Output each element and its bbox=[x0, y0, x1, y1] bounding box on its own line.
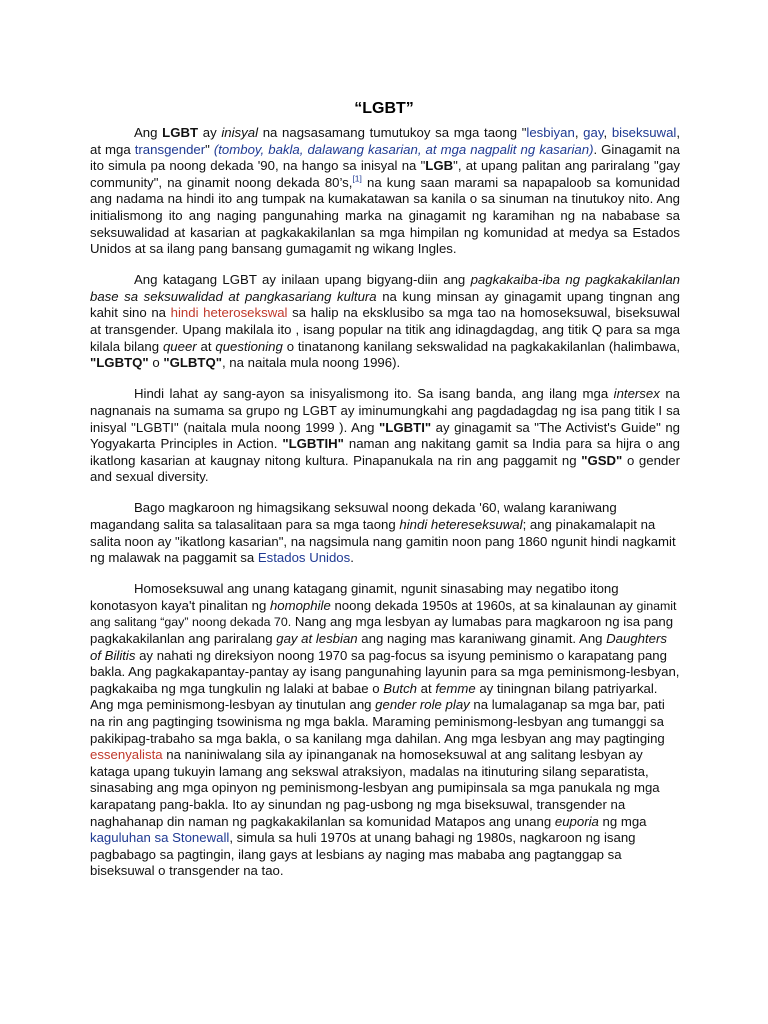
term-lgbti: "LGBTI" bbox=[379, 419, 432, 435]
text: at bbox=[196, 338, 216, 354]
text: o bbox=[148, 355, 164, 371]
text: noong dekada 1950s at 1960s, at sa kinalaunan ay bbox=[330, 597, 637, 613]
italic-translation: (tomboy, bakla, dalawang kasarian, at mga nagpalit ng kasarian) bbox=[213, 141, 594, 157]
text: ng mga bbox=[598, 813, 647, 829]
paragraph-3 bbox=[90, 386, 680, 486]
text: na nagsasamang tumutukoy sa mga taong " bbox=[258, 125, 527, 140]
term-lgb: LGB bbox=[425, 158, 454, 174]
text: na naniniwalang sila ay ipinanganak na homoseksuwal at ang salitang lesbyan ay kataga upang tukuyin lamang ang sekswal atraksiyon, madalas na itinuturing silang separatista, sinasabing ang mga opinyon ng peminismong-lesbyan ang pumipinsala sa mga panukala ng mga karapatang pang-bakla. Ito ay sinundan ng pag-usbong ng mga biseksuwal, transgender na naghahanap din naman ng pagkakakilanlan sa komunidad Matapos ang unang bbox=[90, 747, 660, 829]
paragraph-2 bbox=[90, 272, 680, 372]
term-daughters-of-bilitis: Daughters of Bilitis bbox=[90, 631, 668, 663]
text: naman ang nakitang gamit sa India para sa hijra o ang ikatlong kasarian at kaugnay nitong kultura. Pinapanukala na rin ang paggamit ng bbox=[90, 436, 680, 468]
page-title: “LGBT” bbox=[354, 100, 414, 117]
term-gender-role-play: gender role play bbox=[375, 697, 470, 713]
text: " bbox=[205, 141, 214, 157]
link-essenyalista[interactable]: essenyalista bbox=[90, 747, 163, 763]
text: ay ginagamit sa "The Activist's Guide" ng Yogyakarta Principles in Action. bbox=[90, 419, 680, 452]
link-lesbiyan[interactable]: lesbiyan bbox=[526, 125, 575, 140]
term-femme: femme bbox=[435, 680, 476, 696]
text: Ang bbox=[134, 125, 163, 140]
link-estados-unidos[interactable]: Estados Unidos bbox=[257, 550, 351, 566]
text: o gender and sexual diversity. bbox=[90, 452, 680, 485]
term-homophile: homophile bbox=[269, 597, 331, 613]
text: o tinatanong kanilang sekswalidad na pagkakakilanlan (halimbawa, bbox=[282, 338, 681, 354]
text: , bbox=[603, 125, 612, 140]
text: na lumalaganap sa mga bar, pati na rin ang pagtinging tsowinisma ng mga bakla. Maraming peminismong-lesbyan ang tumanggi sa pakikipag-trabaho sa mga bakla, o sa kanilang mga dahilan. Ang mga lesbyan ang may pagtinging bbox=[90, 697, 665, 746]
paragraph-4 bbox=[90, 500, 680, 566]
link-hindi-heteroseksual[interactable]: hindi heterosekswal bbox=[170, 305, 288, 321]
paragraph-5 bbox=[90, 581, 680, 880]
term-butch: Butch bbox=[383, 680, 418, 696]
term-lgbtih: "LGBTIH" bbox=[282, 436, 344, 452]
italic-phrase: hindi hetereseksuwal bbox=[399, 516, 523, 532]
term-gay-at-lesbian: gay at lesbian bbox=[276, 631, 358, 647]
text: ay bbox=[198, 125, 222, 140]
term-lgbt: LGBT bbox=[162, 125, 199, 140]
text: , na naitala mula noong 1996). bbox=[221, 355, 401, 371]
term-euporia: euporia bbox=[554, 813, 599, 829]
link-stonewall[interactable]: kaguluhan sa Stonewall bbox=[90, 830, 230, 846]
term-intersex: intersex bbox=[613, 386, 660, 402]
term-lgbtq: "LGBTQ" bbox=[90, 355, 149, 371]
term-questioning: questioning bbox=[215, 338, 283, 354]
text: ang naging mas karaniwang ginamit. Ang bbox=[357, 631, 607, 647]
text: ; ang pinakamalapit na salita noon ay "ikatlong kasarian", na nagsimula nang gamitin noon pang 1860 ngunit hindi nagkamit ng malawak na paggamit sa bbox=[90, 516, 676, 566]
text: na kung saan marami sa napapaloob sa komunidad ang nadama na hindi ito ang tumpak na kumakatawan sa kanila o sa sinuman na tinutukoy nito. Ang initialismong ito ang naging pangunahing marka na ginagamit ng karamihan ng na nababase sa seksuwalidad at kasarian at pagkakakilanlan sa mga himpilan ng komunidad at medya sa Estados Unidos at sa ilang pang bansang gumagamit ng wikang Ingles. bbox=[90, 174, 680, 257]
text: Homoseksuwal ang unang katagang ginamit, ngunit sinasabing may negatibo itong konotasyon kaya't pinalitan ng bbox=[90, 581, 619, 613]
text: . bbox=[350, 550, 354, 566]
term-inisyal: inisyal bbox=[221, 125, 259, 140]
text: at bbox=[417, 680, 436, 696]
term-gsd: "GSD" bbox=[581, 452, 623, 468]
text: ay tiningnan bilang patriyarkal. Ang mga peminismong-lesbyan ay tinutulan ang bbox=[90, 680, 658, 713]
text: na nagnanais na sumama sa grupo ng LGBT ay iminumungkahi ang pagdadagdag ng isa pang titik I sa inisyal "LGBTI" (naitala mula noong 1999 ). Ang bbox=[90, 386, 680, 435]
text: ginamit ang salitang “gay” noong dekada 70. bbox=[90, 598, 677, 630]
text: , simula sa huli 1970s at unang bahagi ng 1980s, nagkaroon ng isang pagbabago sa pagtingin, ilang gays at lesbians ay naging mas mababa ang pagtanggap sa biseksuwal o transgender na tao. bbox=[90, 830, 636, 879]
text: . Ginagamit na ito simula pa noong dekada '90, na hango sa inisyal na " bbox=[90, 141, 680, 174]
text: Nang ang mga lesbyan ay lumabas para magkaroon ng isa pang pagkakakilanlan ang pariralang bbox=[90, 614, 674, 647]
text: na kung minsan ay ginagamit upang tingnan ang kahit sino na bbox=[90, 288, 680, 321]
text: ay nahati ng direksiyon noong 1970 sa pag-focus sa isyung peminismo o karapatang pang bakla. Ang pagkakapantay-pantay ay isang pangunahing layunin para sa mga peminismong-lesbyan, pagkakaiba ng mga tungkulin ng lalaki at babae o bbox=[90, 647, 680, 696]
text: ", at upang palitan ang pariralang "gay community", na ginamit noong dekada 80’s, bbox=[90, 158, 680, 190]
link-biseksuwal[interactable]: biseksuwal bbox=[611, 125, 677, 140]
text: , at mga bbox=[90, 125, 681, 157]
term-glbtq: "GLBTQ" bbox=[163, 355, 222, 371]
link-gay[interactable]: gay bbox=[583, 125, 604, 140]
text: Ang katagang LGBT ay inilaan upang bigyang-diin ang bbox=[134, 272, 471, 288]
link-transgender[interactable]: transgender bbox=[134, 141, 206, 157]
text: , bbox=[574, 125, 584, 140]
paragraph-1 bbox=[90, 125, 680, 258]
text: sa halip na eksklusibo sa mga tao na homoseksuwal, biseksuwal at transgender. Upang makilala ito , isang popular na titik ang idinagdagdag, ang titik Q para sa mga kilala bilang bbox=[90, 305, 680, 354]
document-body bbox=[90, 125, 680, 894]
text: Hindi lahat ay sang-ayon sa inisyalismong ito. Sa isang banda, ang ilang mga bbox=[134, 386, 614, 402]
term-queer: queer bbox=[162, 338, 197, 354]
citation-link[interactable]: [1] bbox=[352, 173, 362, 184]
italic-phrase: pagkakaiba-iba ng pagkakakilanlan base sa seksuwalidad at pangkasariang kultura bbox=[90, 272, 680, 304]
text: Bago magkaroon ng himagsikang seksuwal noong dekada '60, walang karaniwang magandang salita sa talasalitaan para sa mga taong bbox=[90, 500, 617, 532]
